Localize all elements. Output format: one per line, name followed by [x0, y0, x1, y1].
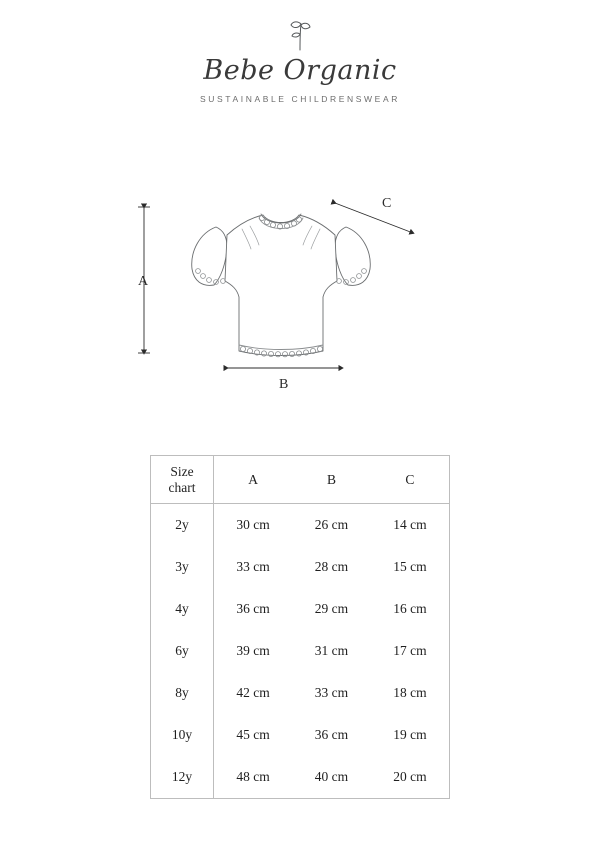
row-size-label: 4y [151, 588, 214, 630]
cell-c: 14 cm [393, 517, 427, 532]
cell-b: 40 cm [314, 769, 349, 784]
column-header-c: C [371, 456, 450, 504]
row-size-label: 10y [151, 714, 214, 756]
size-chart-title-line2: chart [168, 479, 196, 495]
row-size-label: 6y [151, 630, 214, 672]
column-header-a: A [214, 456, 293, 504]
table-row [151, 588, 450, 630]
cell-c: 18 cm [393, 685, 427, 700]
cell-b: 29 cm [314, 601, 349, 616]
leaf-sprig-icon [280, 18, 320, 52]
brand-name: Bebe Organic [203, 55, 397, 86]
cell-b: 33 cm [314, 685, 349, 700]
table-header-row [151, 456, 450, 504]
garment-illustration [0, 185, 600, 405]
size-chart-title-line1: Size [170, 463, 194, 479]
row-size-label: 12y [151, 756, 214, 799]
brand-header [0, 18, 600, 104]
size-chart-title [151, 456, 214, 504]
size-chart [150, 455, 450, 799]
table-row [151, 756, 450, 799]
table-row [151, 672, 450, 714]
blouse-line-art [192, 214, 371, 357]
cell-b: 36 cm [314, 727, 349, 742]
dimension-a-label: A [138, 274, 149, 289]
column-header-b: B [292, 456, 371, 504]
cell-b: 26 cm [314, 517, 349, 532]
cell-a: 30 cm [236, 517, 270, 532]
row-size-label: 3y [151, 546, 214, 588]
cell-b: 31 cm [314, 643, 349, 658]
cell-a: 45 cm [236, 727, 270, 742]
cell-c: 16 cm [393, 601, 427, 616]
dimension-b-label: B [279, 377, 289, 392]
cell-c: 17 cm [393, 643, 427, 658]
table-row [151, 546, 450, 588]
cell-c: 19 cm [393, 727, 427, 742]
cell-a: 33 cm [236, 559, 270, 574]
dimension-c-label: C [382, 196, 392, 211]
row-size-label: 2y [151, 504, 214, 547]
cell-a: 42 cm [236, 685, 270, 700]
cell-a: 39 cm [236, 643, 270, 658]
cell-c: 20 cm [393, 769, 427, 784]
brand-tagline: SUSTAINABLE CHILDRENSWEAR [200, 93, 400, 104]
cell-a: 48 cm [236, 769, 270, 784]
cell-c: 15 cm [393, 559, 427, 574]
cell-a: 36 cm [236, 601, 270, 616]
table-row [151, 630, 450, 672]
row-size-label: 8y [151, 672, 214, 714]
cell-b: 28 cm [314, 559, 349, 574]
table-row [151, 504, 450, 547]
table-row [151, 714, 450, 756]
